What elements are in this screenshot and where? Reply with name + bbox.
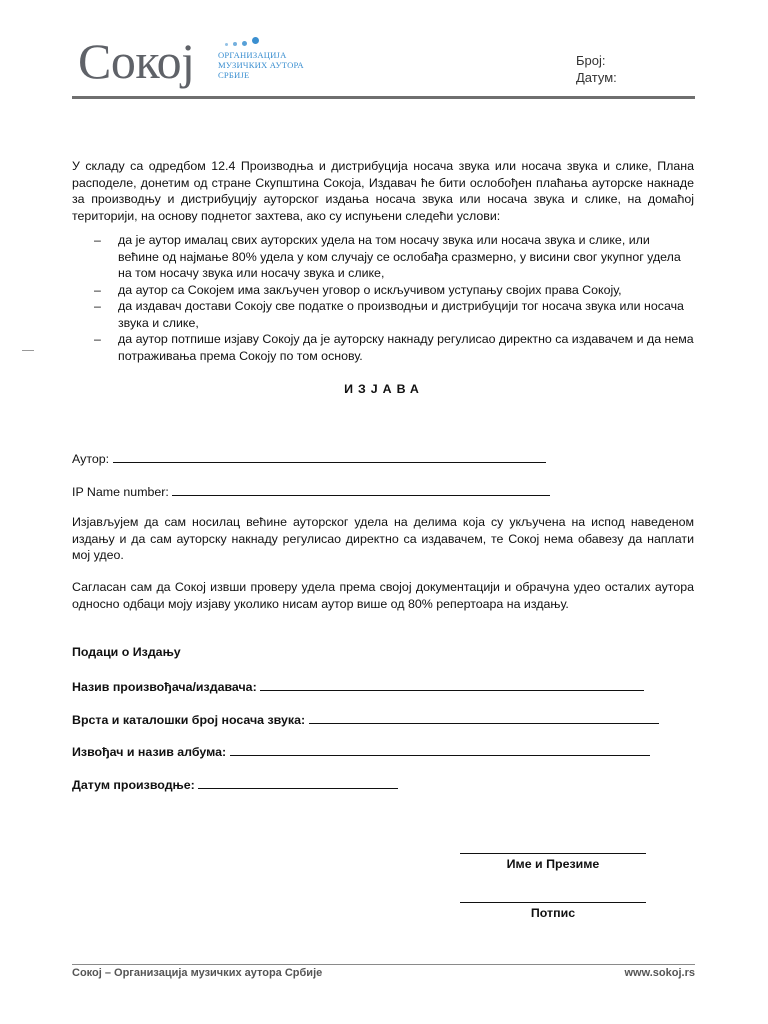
- footer-divider: [72, 964, 695, 965]
- producer-label: Назив произвођача/издавача:: [72, 680, 257, 694]
- logo-line: ОРГАНИЗАЦИЈА: [218, 50, 287, 60]
- performer-blank[interactable]: [230, 743, 650, 756]
- production-date-blank[interactable]: [198, 776, 398, 789]
- name-signature-block: [460, 853, 646, 871]
- signature-line[interactable]: [460, 902, 646, 903]
- conditions-list: [72, 232, 694, 364]
- logo-line: СРБИЈЕ: [218, 70, 250, 80]
- author-field-row: [72, 450, 546, 467]
- list-item: – да је аутор ималац свих ауторских удела на том носачу звука или носача звука и слике, или већине од најмање 80% удела у ком случају се ослобађа сразмерно, у висини свог укупног удела на том носачу звука или носачу звука и слике,: [72, 232, 694, 282]
- name-line[interactable]: [460, 853, 646, 854]
- ip-blank[interactable]: [172, 483, 550, 496]
- logo-subtitle: [218, 50, 304, 80]
- sokoj-logo: [78, 30, 338, 96]
- intro-paragraph: У складу са одредбом 12.4 Производња и дистрибуција носача звука или носача звука и слике, Плана расподеле, донетим од стране Скупштина Сокоја, Издавач ће бити ослобођен плаћања ауторске накнаде за производњу и дистрибуцију ауторског издања носача звука или носача звука и слике, на домаћој територији, на основу поднетог захтева, ако су испуњени следећи услови:: [72, 159, 694, 223]
- production-date-label: Датум производње:: [72, 778, 195, 792]
- number-label: Број:: [576, 53, 606, 68]
- list-item: – да издавач достави Сокоју све податке о производњи и дистрибуцији тог носача звука или носача звука и слике,: [72, 298, 694, 331]
- performer-label: Извођач и назив албума:: [72, 745, 227, 759]
- consent-paragraph: Сагласан сам да Сокој извши проверу удела према својој документацији и обрачуна удео осталих аутора односно одбаци моју изјаву уколико нисам аутор више од 80% репертоара на издању.: [72, 580, 694, 611]
- production-date-row: [72, 776, 398, 793]
- header-meta: [576, 52, 617, 86]
- author-blank[interactable]: [113, 450, 546, 463]
- logo-line: МУЗИЧКИХ АУТОРА: [218, 60, 304, 70]
- author-label: Аутор:: [72, 452, 110, 466]
- ip-label: IP Name number:: [72, 485, 169, 499]
- carrier-blank[interactable]: [309, 711, 659, 724]
- carrier-label: Врста и каталошки број носача звука:: [72, 713, 306, 727]
- publication-heading: Подаци о Издању: [72, 645, 181, 659]
- statement-title: ИЗЈАВА: [344, 382, 424, 396]
- footer-organization: Сокој – Организација музичких аутора Србије: [72, 967, 323, 979]
- logo-wordmark: Сокој: [78, 33, 195, 89]
- list-item: – да аутор са Сокојем има закључен уговор о искључивом уступању својих права Сокоју,: [72, 282, 694, 299]
- signature-block: [460, 902, 646, 920]
- header-divider: [72, 96, 695, 99]
- ip-field-row: [72, 483, 550, 500]
- carrier-field-row: [72, 711, 659, 728]
- name-label: Име и Презиме: [506, 857, 600, 871]
- list-item: – да аутор потпише изјаву Сокоју да је ауторску накнаду регулисао директно са издавачем и да нема потраживања према Сокоју по том основу.: [72, 331, 694, 364]
- performer-field-row: [72, 743, 650, 760]
- footer-website-link[interactable]: www.sokoj.rs: [624, 967, 695, 979]
- signature-label: Потпис: [530, 906, 576, 920]
- date-label: Датум:: [576, 70, 617, 85]
- margin-mark: [22, 350, 34, 351]
- producer-blank[interactable]: [260, 678, 644, 691]
- declaration-paragraph: Изјављујем да сам носилац већине ауторског удела на делима која су укључена на испод наведеном издању и да сам ауторску накнаду регулисао директно са издавачем, те Сокој нема обавезу да наплати мој удео.: [72, 515, 694, 562]
- producer-field-row: [72, 678, 644, 695]
